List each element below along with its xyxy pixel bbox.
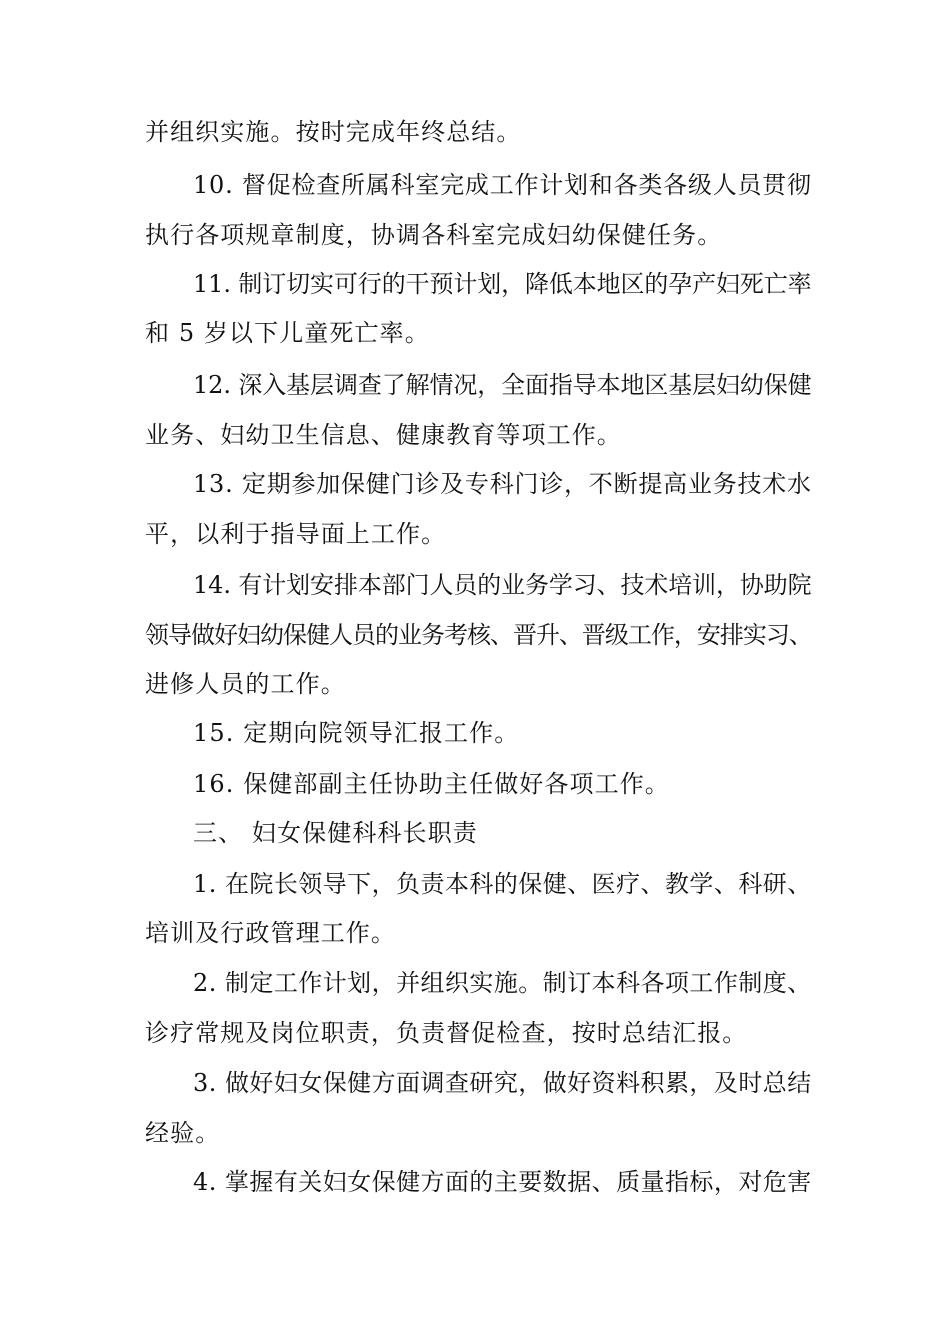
text-line: 领导做好妇幼保健人员的业务考核、晋升、晋级工作，安排实习、 <box>145 621 812 649</box>
text-line: 14. 有计划安排本部门人员的业务学习、技术培训，协助院 <box>193 571 812 599</box>
text-line: 13. 定期参加保健门诊及专科门诊，不断提高业务技术水 <box>193 470 812 498</box>
text-line: 进修人员的工作。 <box>145 670 346 698</box>
text-line: 和 5 岁以下儿童死亡率。 <box>145 319 430 347</box>
text-line: 15. 定期向院领导汇报工作。 <box>193 719 520 747</box>
text-line: 培训及行政管理工作。 <box>145 919 396 947</box>
text-line: 11. 制订切实可行的干预计划，降低本地区的孕产妇死亡率 <box>193 270 812 298</box>
text-line: 执行各项规章制度，协调各科室完成妇幼保健任务。 <box>145 221 723 249</box>
text-line: 并组织实施。按时完成年终总结。 <box>145 118 522 146</box>
text-line: 平，以利于指导面上工作。 <box>145 520 447 548</box>
text-line: 4. 掌握有关妇女保健方面的主要数据、质量指标，对危害 <box>193 1168 812 1196</box>
text-line: 12. 深入基层调查了解情况，全面指导本地区基层妇幼保健 <box>193 371 812 399</box>
text-line: 经验。 <box>145 1119 221 1147</box>
text-line: 3. 做好妇女保健方面调查研究，做好资料积累，及时总结 <box>193 1069 812 1097</box>
text-line: 2. 制定工作计划，并组织实施。制订本科各项工作制度、 <box>193 969 812 997</box>
text-line: 诊疗常规及岗位职责，负责督促检查，按时总结汇报。 <box>145 1019 748 1047</box>
text-line: 业务、妇幼卫生信息、健康教育等项工作。 <box>145 421 622 449</box>
section-heading: 三、 妇女保健科科长职责 <box>193 819 478 847</box>
text-line: 10. 督促检查所属科室完成工作计划和各类各级人员贯彻 <box>193 171 812 199</box>
text-line: 1. 在院长领导下，负责本科的保健、医疗、教学、科研、 <box>193 870 812 898</box>
text-line: 16. 保健部副主任协助主任做好各项工作。 <box>193 770 670 798</box>
